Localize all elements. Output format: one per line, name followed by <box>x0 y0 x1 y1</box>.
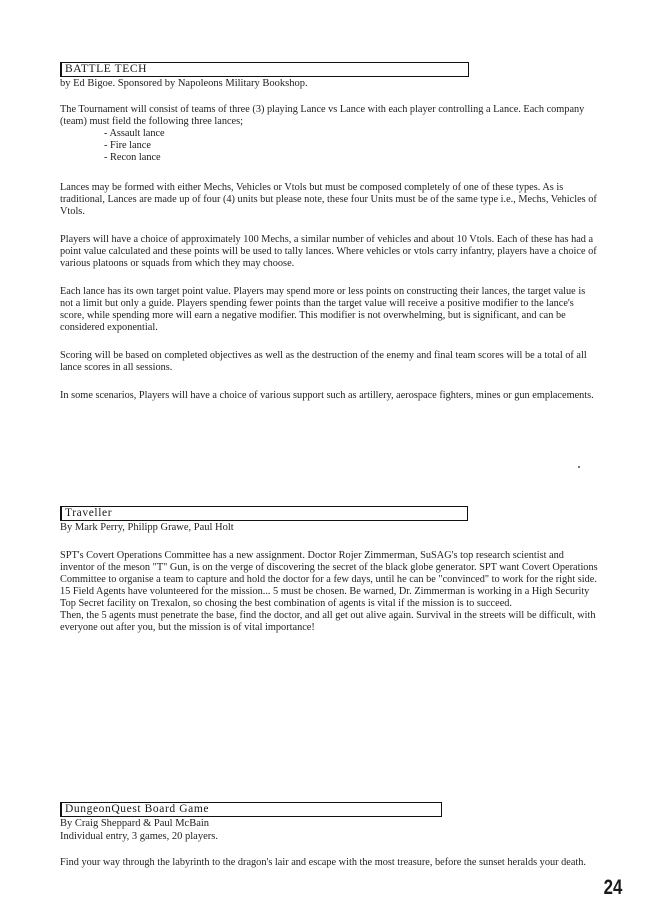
traveller-paragraph: 15 Field Agents have volunteered for the mission... 5 must be chosen. Be warned, Dr. Zimmerman is working in a High Security Top Secret facility on Trexalon, so chosing the best combination of agents is vital if the mission is to succeed. <box>60 586 590 609</box>
battletech-paragraph: Each lance has its own target point value. Players may spend more or less points on constructing their lances, the target value is not a limit but only a guide. Players spending fewer points than the target value will receive a positive modifier to the lance's score, while spending more will earn a negative modifier. This modifier is not overwhelming, but is significant, and can be considered exponential. <box>60 286 586 333</box>
dungeonquest-title: DungeonQuest Board Game <box>60 802 442 817</box>
dungeonquest-byline: By Craig Sheppard & Paul McBain <box>60 818 210 829</box>
traveller-paragraph: SPT's Covert Operations Committee has a new assignment. Doctor Rojer Zimmerman, SuSAG's top research scientist and inventor of the meson "T" Gun, is on the verge of discovering the secret of the black globe generator. SPT want Covert Operations Committee to organise a team to capture and hold the doctor for a few days, until he can be "convinced" to work for the right side. <box>60 550 598 585</box>
list-item: - Assault lance <box>104 128 600 140</box>
dungeonquest-paragraph: Find your way through the labyrinth to the dragon's lair and escape with the most treasure, before the sunset heralds your death. <box>60 857 586 868</box>
traveller-paragraph: Then, the 5 agents must penetrate the base, find the doctor, and all get out alive again. Survival in the streets will be difficult, with everyone out after you, but the mission is of vital importance! <box>60 610 596 633</box>
list-item: - Recon lance <box>104 152 600 164</box>
battletech-paragraph: Lances may be formed with either Mechs, Vehicles or Vtols but must be composed completely of one of these types. As is traditional, Lances are made up of four (4) units but please note, these four Units must be of the same type i.e., Mechs, Vehicles of Vtols. <box>60 182 597 217</box>
traveller-byline: By Mark Perry, Philipp Grawe, Paul Holt <box>60 522 234 533</box>
battletech-title: BATTLE TECH <box>60 62 469 77</box>
battletech-byline: by Ed Bigoe. Sponsored by Napoleons Military Bookshop. <box>60 78 308 89</box>
list-item: - Fire lance <box>104 140 600 152</box>
traveller-title: Traveller <box>60 506 468 521</box>
dungeonquest-section <box>60 802 600 869</box>
print-speck <box>578 466 580 468</box>
battletech-paragraph: Scoring will be based on completed objectives as well as the destruction of the enemy and final team scores will be a total of all lance scores in all sessions. <box>60 350 587 373</box>
battletech-intro: The Tournament will consist of teams of three (3) playing Lance vs Lance with each player controlling a Lance. Each company (team) must field the following three lances; <box>60 104 585 127</box>
page-number: 24 <box>603 876 622 899</box>
lance-list <box>60 128 600 164</box>
battletech-section <box>60 62 600 402</box>
traveller-section <box>60 506 600 634</box>
battletech-paragraph: In some scenarios, Players will have a choice of various support such as artillery, aerospace fighters, mines or gun emplacements. <box>60 390 594 401</box>
dungeonquest-entry-info: Individual entry, 3 games, 20 players. <box>60 831 218 842</box>
battletech-paragraph: Players will have a choice of approximately 100 Mechs, a similar number of vehicles and about 10 Vtols. Each of these has had a point value calculated and these points will be used to tally lances. Where vehicles or vtols carry infantry, players have a choice of various platoons or squads from which they may choose. <box>60 234 597 269</box>
